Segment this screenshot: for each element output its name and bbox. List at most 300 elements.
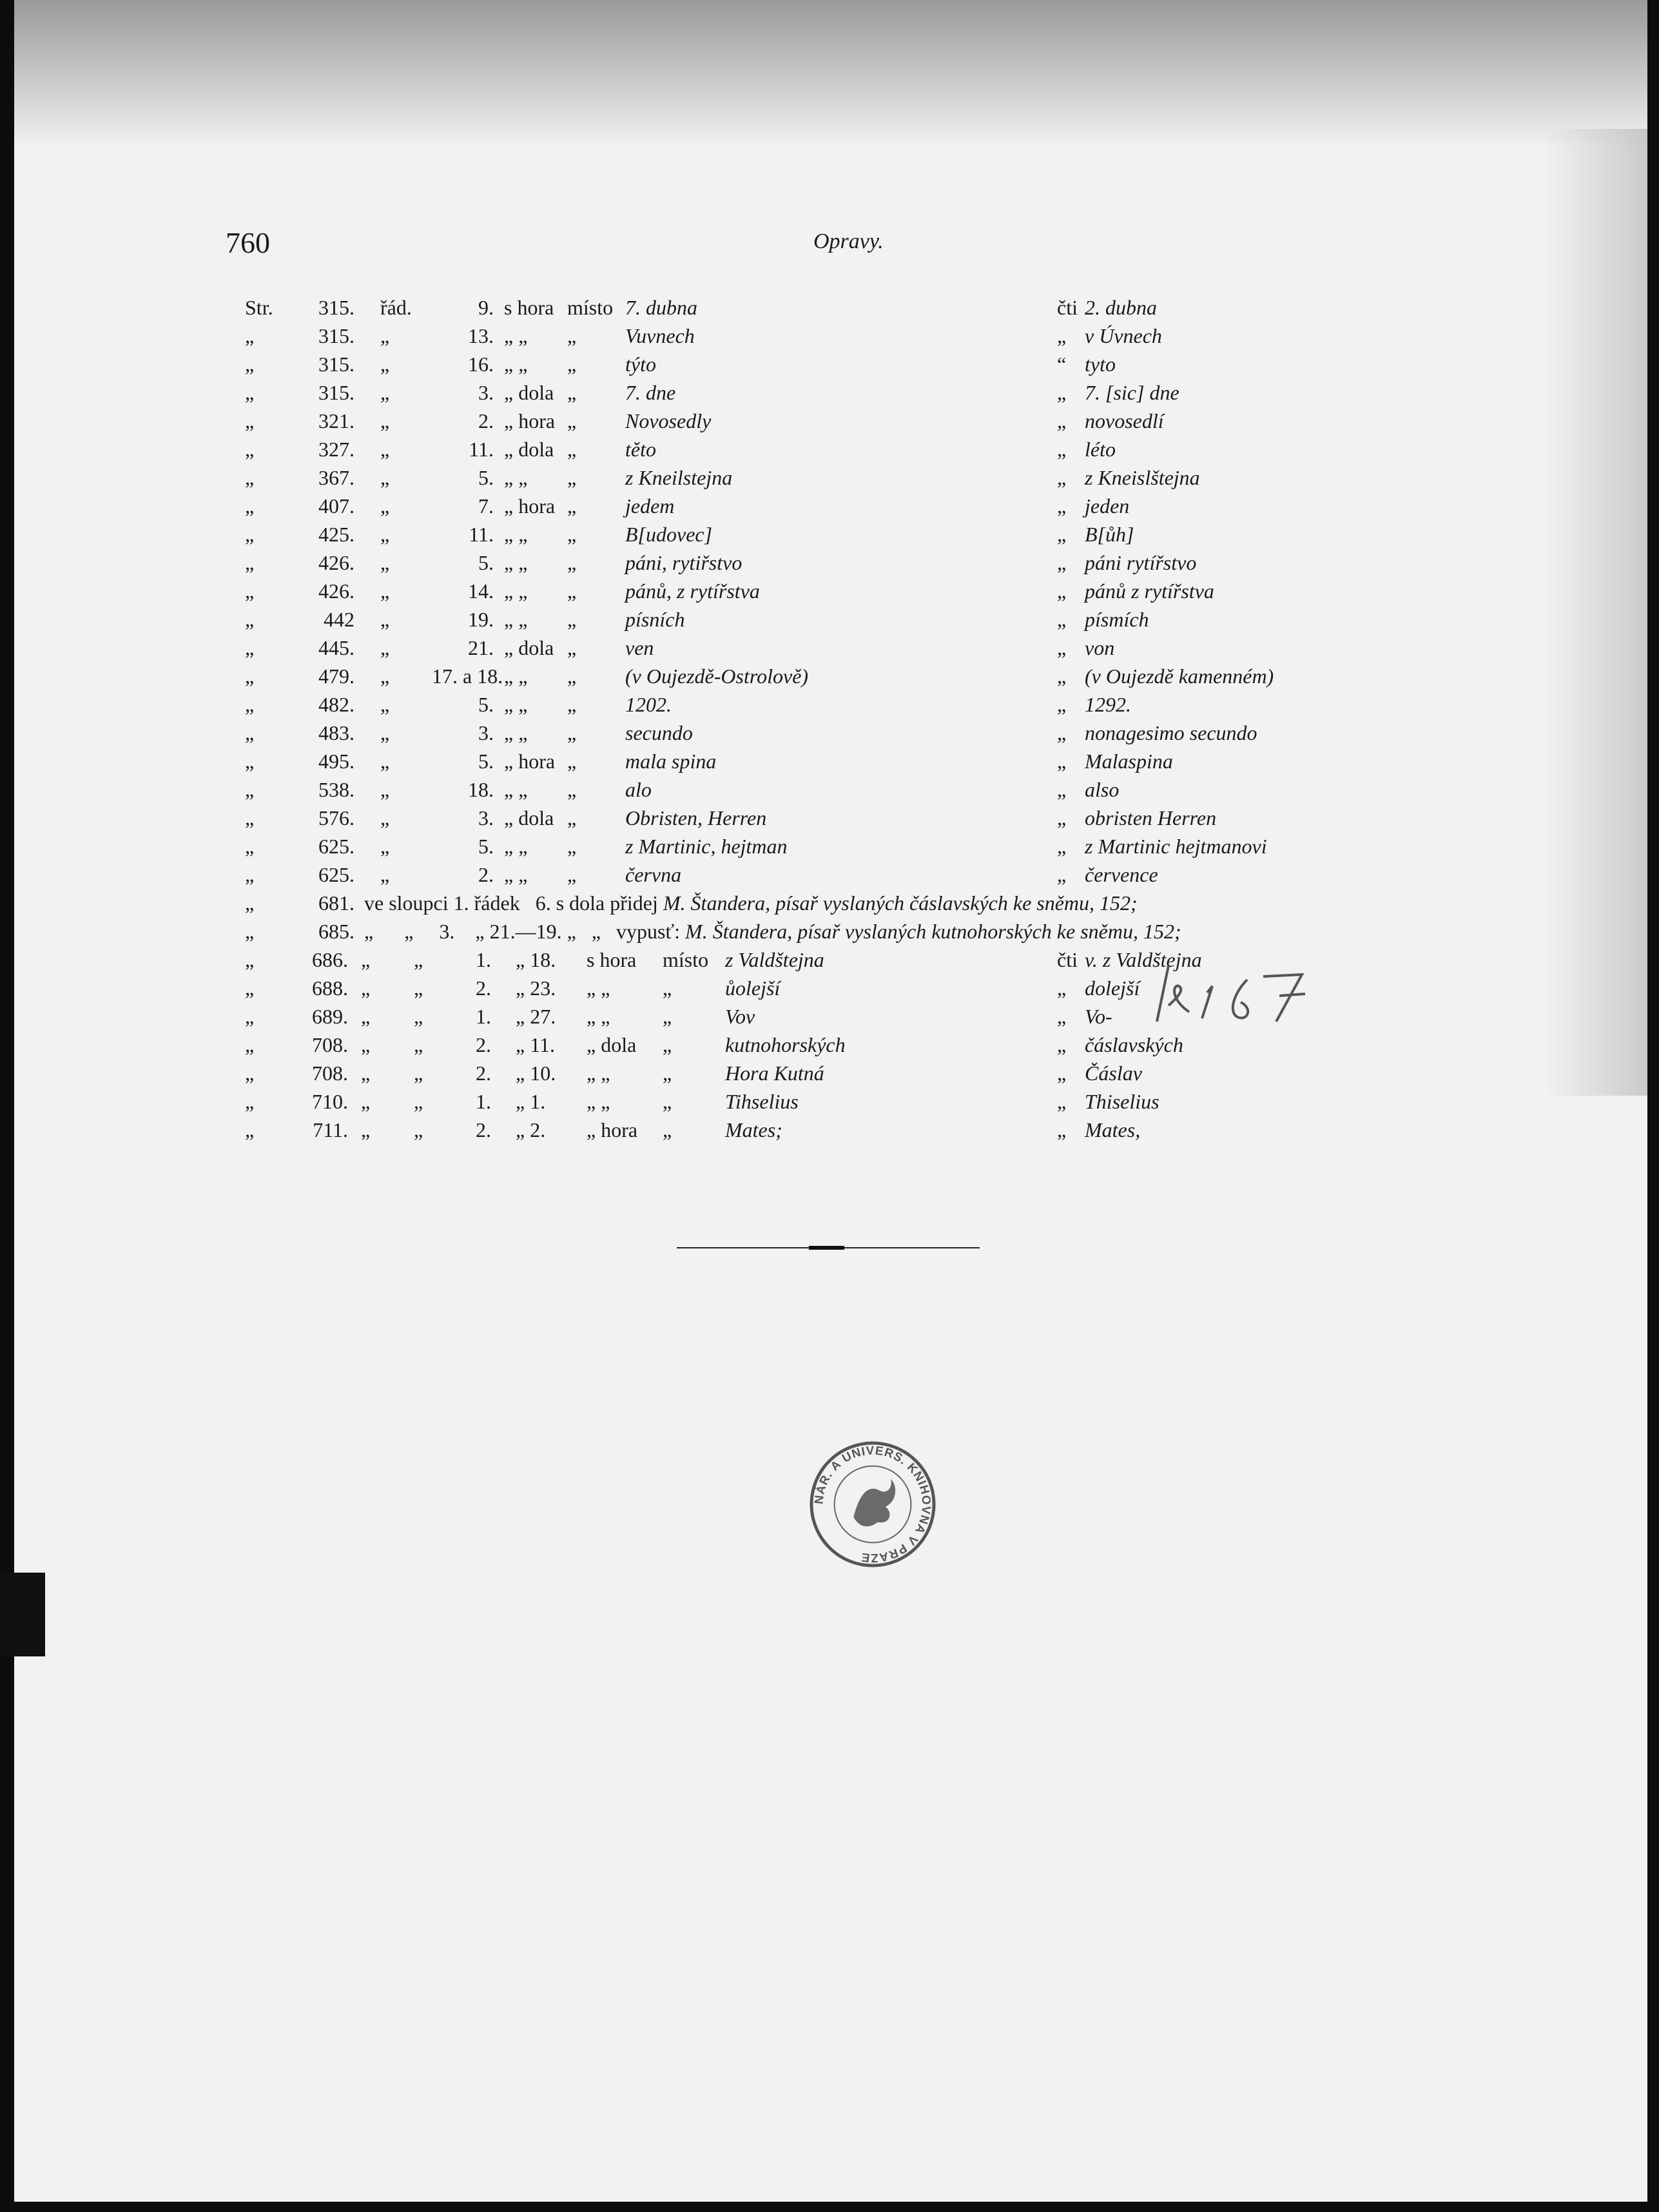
errata-line-number: 5.: [478, 750, 494, 773]
errata-page: 321.: [318, 409, 354, 432]
errata-lead: „: [245, 494, 255, 518]
errata-instead: „: [567, 778, 577, 801]
errata-row: [245, 492, 1424, 520]
errata-long-prefix: „ „ 3. „ 21.—19. „ „ vypusť:: [364, 920, 681, 943]
errata-correct-text: 1292.: [1085, 693, 1131, 716]
errata-page: 407.: [318, 494, 354, 518]
errata-row: [245, 322, 1424, 350]
errata-line-number: 17. a 18.: [432, 665, 503, 688]
errata-page: 686.: [312, 948, 348, 971]
errata-column-label: „: [361, 1062, 371, 1085]
errata-page: 327.: [318, 438, 354, 461]
errata-instead: „: [567, 438, 577, 461]
errata-page: 688.: [312, 976, 348, 1000]
errata-line-number: 19.: [468, 608, 494, 631]
errata-row-long: [245, 889, 1424, 917]
errata-page: 315.: [318, 381, 354, 404]
errata-direction: „ „: [504, 778, 528, 801]
errata-read: „: [1057, 1090, 1067, 1113]
errata-lead: „: [245, 579, 255, 603]
errata-column-label: „: [361, 976, 371, 1000]
errata-row: [245, 577, 1424, 605]
errata-direction: „ „: [504, 721, 528, 744]
errata-line-label: „: [380, 579, 390, 603]
errata-page: 442: [324, 608, 354, 631]
errata-wrong-text: Mates;: [725, 1118, 782, 1141]
errata-lead: „: [245, 835, 255, 858]
errata-direction: „ „: [504, 693, 528, 716]
scan-shadow-right: [1544, 129, 1647, 1096]
errata-lead: „: [245, 1090, 255, 1113]
errata-column-label: „: [361, 1118, 371, 1141]
errata-correct-text: obristen Herren: [1085, 806, 1217, 830]
errata-row: [245, 634, 1424, 662]
errata-wrong-text: z Martinic, hejtman: [625, 835, 788, 858]
errata-page: 538.: [318, 778, 354, 801]
errata-column-number: 1.: [476, 1090, 491, 1113]
errata-row: [245, 690, 1424, 719]
errata-line-label: „: [380, 636, 390, 659]
errata-lead: „: [245, 438, 255, 461]
errata-line-label: „: [380, 608, 390, 631]
errata-lead: „: [245, 665, 255, 688]
errata-line-label: „: [380, 750, 390, 773]
errata-read: „: [1057, 863, 1067, 886]
errata-direction: „ „: [504, 579, 528, 603]
errata-wrong-text: týto: [625, 353, 656, 376]
errata-direction: „ hora: [587, 1118, 638, 1141]
errata-read: čti: [1057, 296, 1078, 319]
errata-row: [245, 548, 1424, 577]
errata-wrong-text: alo: [625, 778, 652, 801]
errata-instead: místo: [663, 948, 709, 971]
errata-line-number: 5.: [478, 551, 494, 574]
errata-correct-text: 2. dubna: [1085, 296, 1157, 319]
errata-row: [245, 520, 1424, 548]
errata-instead: „: [663, 976, 672, 1000]
errata-line-number: „ 18.: [516, 948, 556, 971]
errata-long-instruction: [364, 889, 1138, 917]
errata-instead: „: [663, 1118, 672, 1141]
errata-row: [245, 804, 1424, 832]
errata-line-label: „: [380, 381, 390, 404]
errata-column-ditto: „: [414, 1062, 423, 1085]
errata-line-number: 7.: [478, 494, 494, 518]
errata-page: 710.: [312, 1090, 348, 1113]
errata-direction: „ dola: [504, 636, 554, 659]
errata-correct-text: z Kneislštejna: [1085, 466, 1200, 489]
errata-line-number: 13.: [468, 324, 494, 347]
errata-page: 685.: [318, 920, 354, 943]
errata-wrong-text: secundo: [625, 721, 693, 744]
errata-read: čti: [1057, 948, 1078, 971]
handwritten-signature-k167: [1150, 960, 1318, 1031]
errata-wrong-text: Hora Kutná: [725, 1062, 824, 1085]
errata-correct-text: Thiselius: [1085, 1090, 1159, 1113]
errata-line-number: 16.: [468, 353, 494, 376]
errata-page: 479.: [318, 665, 354, 688]
errata-page: 576.: [318, 806, 354, 830]
binding-mark: [0, 1573, 45, 1656]
errata-lead: „: [245, 1033, 255, 1056]
errata-instead: „: [567, 324, 577, 347]
errata-wrong-text: těto: [625, 438, 656, 461]
errata-read: „: [1057, 693, 1067, 716]
errata-direction: „ „: [504, 835, 528, 858]
end-rule-center: [809, 1246, 844, 1250]
errata-read: „: [1057, 608, 1067, 631]
end-rule-left: [677, 1247, 809, 1248]
errata-line-label: „: [380, 438, 390, 461]
errata-wrong-text: B[udovec]: [625, 523, 713, 546]
errata-lead: „: [245, 863, 255, 886]
errata-wrong-text: 1202.: [625, 693, 672, 716]
errata-line-label: řád.: [380, 296, 412, 319]
errata-page: 426.: [318, 579, 354, 603]
errata-line-number: 11.: [469, 438, 494, 461]
errata-lead: Str.: [245, 296, 273, 319]
errata-page: 482.: [318, 693, 354, 716]
errata-instead: „: [567, 665, 577, 688]
errata-instead: „: [567, 835, 577, 858]
errata-correct-text: Malaspina: [1085, 750, 1173, 773]
errata-lead: „: [245, 381, 255, 404]
errata-row: [245, 832, 1424, 860]
errata-wrong-text: Novosedly: [625, 409, 712, 432]
errata-instead: „: [567, 579, 577, 603]
errata-column-label: „: [361, 948, 371, 971]
errata-row: [245, 775, 1424, 804]
errata-row: [245, 662, 1424, 690]
errata-correct-text: tyto: [1085, 353, 1116, 376]
errata-wrong-text: jedem: [625, 494, 675, 518]
errata-page: 625.: [318, 835, 354, 858]
errata-direction: „ „: [504, 523, 528, 546]
errata-column-number: 2.: [476, 1033, 491, 1056]
errata-correct-text: pánů z rytířstva: [1085, 579, 1214, 603]
errata-line-number: „ 10.: [516, 1062, 556, 1085]
errata-line-number: 3.: [478, 806, 494, 830]
errata-lead: „: [245, 409, 255, 432]
errata-direction: „ dola: [587, 1033, 637, 1056]
errata-read: „: [1057, 665, 1067, 688]
errata-correct-text: léto: [1085, 438, 1116, 461]
errata-direction: „ hora: [504, 409, 556, 432]
errata-page: 483.: [318, 721, 354, 744]
errata-column-number: 1.: [476, 948, 491, 971]
errata-instead: „: [567, 353, 577, 376]
stamp-text: NÁR. A UNIVERS. KNIHOVNA V PRAZE: [811, 1443, 934, 1566]
errata-column-label: „: [361, 1005, 371, 1028]
errata-row-long: [245, 917, 1424, 946]
errata-long-prefix: ve sloupci 1. řádek 6. s dola přidej: [364, 891, 658, 915]
errata-wrong-text: června: [625, 863, 682, 886]
errata-read: „: [1057, 806, 1067, 830]
errata-lead: „: [245, 466, 255, 489]
errata-read: “: [1057, 353, 1067, 376]
errata-lead: „: [245, 353, 255, 376]
errata-instead: „: [567, 721, 577, 744]
errata-direction: „ „: [504, 863, 528, 886]
errata-column-label: „: [361, 1033, 371, 1056]
errata-read: „: [1057, 1062, 1067, 1085]
errata-direction: „ „: [504, 665, 528, 688]
errata-line-label: „: [380, 551, 390, 574]
errata-direction: s hora: [587, 948, 637, 971]
errata-column-ditto: „: [414, 1090, 423, 1113]
errata-correct-text: v Úvnech: [1085, 324, 1162, 347]
errata-read: „: [1057, 438, 1067, 461]
errata-instead: „: [567, 608, 577, 631]
errata-row-column: [245, 1116, 1424, 1144]
scan-edge-left: [0, 0, 14, 2212]
page-number: 760: [226, 226, 270, 259]
errata-correct-text: dolejší: [1085, 976, 1140, 1000]
errata-lead: „: [245, 920, 255, 943]
errata-correct-text: Mates,: [1085, 1118, 1141, 1141]
errata-instead: „: [663, 1090, 672, 1113]
errata-lead: „: [245, 1005, 255, 1028]
errata-correct-text: července: [1085, 863, 1158, 886]
errata-wrong-text: kutnohorských: [725, 1033, 846, 1056]
errata-correct-text: (v Oujezdě kamenném): [1085, 665, 1274, 688]
running-head: Opravy.: [813, 229, 884, 253]
errata-line-label: „: [380, 324, 390, 347]
errata-instead: „: [567, 806, 577, 830]
errata-row: [245, 378, 1424, 407]
errata-wrong-text: písních: [625, 608, 685, 631]
errata-line-label: „: [380, 494, 390, 518]
errata-instead: „: [567, 494, 577, 518]
errata-line-number: „ 11.: [516, 1033, 556, 1056]
errata-wrong-text: z Valdštejna: [725, 948, 824, 971]
errata-correct-text: Čáslav: [1085, 1062, 1142, 1085]
errata-instead: „: [567, 551, 577, 574]
errata-lead: „: [245, 976, 255, 1000]
errata-direction: „ „: [587, 1005, 610, 1028]
errata-line-number: 5.: [478, 693, 494, 716]
errata-direction: „ „: [587, 1090, 610, 1113]
errata-row: [245, 463, 1424, 492]
errata-wrong-text: Obristen, Herren: [625, 806, 767, 830]
errata-line-label: „: [380, 523, 390, 546]
errata-correct-text: 7. [sic] dne: [1085, 381, 1179, 404]
errata-page: 625.: [318, 863, 354, 886]
errata-page: 445.: [318, 636, 354, 659]
errata-wrong-text: mala spina: [625, 750, 717, 773]
errata-correct-text: v. z Valdštejna: [1085, 948, 1202, 971]
errata-correct-text: z Martinic hejtmanovi: [1085, 835, 1267, 858]
errata-read: „: [1057, 1005, 1067, 1028]
errata-lead: „: [245, 693, 255, 716]
errata-lead: „: [245, 721, 255, 744]
errata-row: [245, 605, 1424, 634]
errata-read: „: [1057, 1118, 1067, 1141]
errata-lead: „: [245, 1118, 255, 1141]
errata-wrong-text: 7. dne: [625, 381, 676, 404]
errata-wrong-text: Vuvnech: [625, 324, 695, 347]
errata-read: „: [1057, 381, 1067, 404]
errata-line-number: 3.: [478, 721, 494, 744]
errata-read: „: [1057, 523, 1067, 546]
errata-line-label: „: [380, 721, 390, 744]
errata-instead: „: [567, 863, 577, 886]
errata-lead: „: [245, 324, 255, 347]
errata-row-column: [245, 1059, 1424, 1087]
errata-direction: „ hora: [504, 750, 556, 773]
errata-direction: „ „: [587, 976, 610, 1000]
errata-direction: s hora: [504, 296, 554, 319]
errata-wrong-text: Tihselius: [725, 1090, 799, 1113]
errata-read: „: [1057, 551, 1067, 574]
errata-wrong-text: páni, rytiřstvo: [625, 551, 742, 574]
errata-line-number: „ 23.: [516, 976, 556, 1000]
errata-read: „: [1057, 778, 1067, 801]
errata-read: „: [1057, 976, 1067, 1000]
errata-wrong-text: (v Oujezdě-Ostrolově): [625, 665, 809, 688]
errata-read: „: [1057, 494, 1067, 518]
errata-read: „: [1057, 1033, 1067, 1056]
errata-line-label: „: [380, 466, 390, 489]
errata-page: 315.: [318, 353, 354, 376]
errata-column-number: 2.: [476, 976, 491, 1000]
errata-lead: „: [245, 806, 255, 830]
errata-line-label: „: [380, 778, 390, 801]
errata-correct-text: páni rytířstvo: [1085, 551, 1197, 574]
errata-instead: „: [567, 750, 577, 773]
errata-row: [245, 293, 1424, 322]
errata-line-number: 9.: [478, 296, 494, 319]
errata-instead: „: [663, 1005, 672, 1028]
errata-line-label: „: [380, 353, 390, 376]
errata-page: 315.: [318, 324, 354, 347]
errata-read: „: [1057, 835, 1067, 858]
errata-long-text: M. Štandera, písař vyslaných čáslavských ke sněmu, 152;: [663, 891, 1138, 915]
errata-lead: „: [245, 636, 255, 659]
errata-line-number: 5.: [478, 835, 494, 858]
errata-direction: „ hora: [504, 494, 556, 518]
errata-line-number: 14.: [468, 579, 494, 603]
errata-column-ditto: „: [414, 1005, 423, 1028]
errata-lead: „: [245, 750, 255, 773]
errata-page: 708.: [312, 1062, 348, 1085]
errata-correct-text: Vo-: [1085, 1005, 1112, 1028]
errata-instead: místo: [567, 296, 614, 319]
errata-line-label: „: [380, 693, 390, 716]
errata-page: 495.: [318, 750, 354, 773]
errata-column-ditto: „: [414, 1033, 423, 1056]
errata-correct-text: nonagesimo secundo: [1085, 721, 1257, 744]
errata-long-text: M. Štandera, písař vyslaných kutnohorských ke sněmu, 152;: [685, 920, 1181, 943]
errata-line-number: „ 2.: [516, 1118, 546, 1141]
errata-row-column: [245, 1031, 1424, 1059]
scan-edge-right: [1647, 0, 1659, 2212]
errata-line-label: „: [380, 665, 390, 688]
errata-column-label: „: [361, 1090, 371, 1113]
errata-lead: „: [245, 551, 255, 574]
errata-direction: „ „: [504, 324, 528, 347]
scan-shadow-top: [14, 0, 1647, 148]
errata-instead: „: [663, 1033, 672, 1056]
errata-correct-text: jeden: [1085, 494, 1130, 518]
errata-wrong-text: ůolejší: [725, 976, 781, 1000]
errata-lead: „: [245, 891, 255, 915]
errata-instead: „: [663, 1062, 672, 1085]
errata-column-ditto: „: [414, 976, 423, 1000]
errata-direction: „ dola: [504, 438, 554, 461]
errata-row: [245, 435, 1424, 463]
scan-edge-bottom: [0, 2202, 1659, 2212]
errata-row: [245, 719, 1424, 747]
errata-lead: „: [245, 1062, 255, 1085]
errata-column-ditto: „: [414, 948, 423, 971]
errata-direction: „ „: [587, 1062, 610, 1085]
errata-line-label: „: [380, 863, 390, 886]
errata-read: „: [1057, 324, 1067, 347]
errata-row-column: [245, 1087, 1424, 1116]
errata-wrong-text: ven: [625, 636, 654, 659]
errata-wrong-text: pánů, z rytířstva: [625, 579, 760, 603]
errata-instead: „: [567, 523, 577, 546]
errata-line-number: 21.: [468, 636, 494, 659]
errata-column-number: 1.: [476, 1005, 491, 1028]
errata-wrong-text: z Kneilstejna: [625, 466, 733, 489]
errata-page: 681.: [318, 891, 354, 915]
errata-lead: „: [245, 523, 255, 546]
errata-line-label: „: [380, 806, 390, 830]
errata-correct-text: also: [1085, 778, 1120, 801]
errata-read: „: [1057, 579, 1067, 603]
errata-read: „: [1057, 409, 1067, 432]
errata-instead: „: [567, 636, 577, 659]
errata-correct-text: von: [1085, 636, 1115, 659]
errata-instead: „: [567, 466, 577, 489]
library-stamp: [809, 1441, 936, 1568]
errata-page: 425.: [318, 523, 354, 546]
errata-read: „: [1057, 466, 1067, 489]
errata-direction: „ dola: [504, 806, 554, 830]
errata-line-number: 2.: [478, 409, 494, 432]
errata-column-number: 2.: [476, 1062, 491, 1085]
errata-direction: „ „: [504, 353, 528, 376]
errata-line-number: 18.: [468, 778, 494, 801]
errata-correct-text: B[ůh]: [1085, 523, 1134, 546]
errata-direction: „ „: [504, 466, 528, 489]
errata-row: [245, 350, 1424, 378]
errata-read: „: [1057, 721, 1067, 744]
errata-direction: „ dola: [504, 381, 554, 404]
errata-line-number: 11.: [469, 523, 494, 546]
errata-wrong-text: 7. dubna: [625, 296, 697, 319]
errata-line-number: 2.: [478, 863, 494, 886]
errata-line-number: 3.: [478, 381, 494, 404]
errata-read: „: [1057, 750, 1067, 773]
errata-page: 367.: [318, 466, 354, 489]
errata-page: 711.: [313, 1118, 348, 1141]
errata-correct-text: novosedlí: [1085, 409, 1164, 432]
lion-emblem-icon: [853, 1479, 895, 1526]
errata-correct-text: písmích: [1085, 608, 1149, 631]
errata-direction: „ „: [504, 551, 528, 574]
errata-page: 315.: [318, 296, 354, 319]
errata-row: [245, 747, 1424, 775]
errata-instead: „: [567, 409, 577, 432]
errata-line-number: 5.: [478, 466, 494, 489]
errata-row: [245, 407, 1424, 435]
errata-line-label: „: [380, 835, 390, 858]
errata-line-label: „: [380, 409, 390, 432]
errata-column-number: 2.: [476, 1118, 491, 1141]
